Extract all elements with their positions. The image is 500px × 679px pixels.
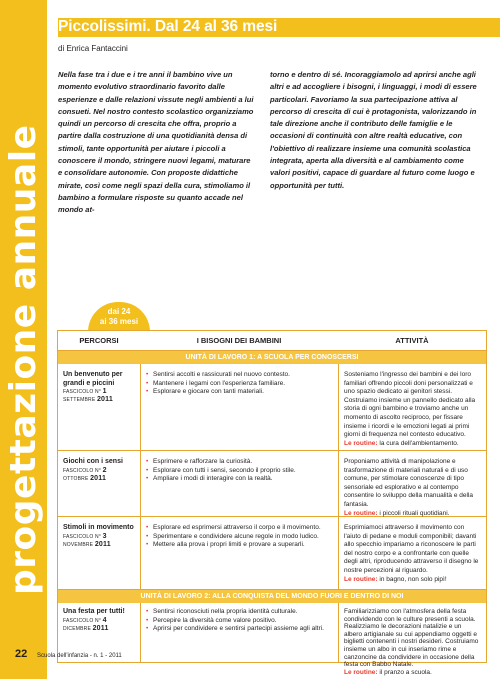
column-divider [338,603,339,662]
list-item: • Esplorare con tutti i sensi, secondo il proprio stile. [146,467,331,476]
percorso-title: Una festa per tutti! [63,608,125,615]
column-divider [140,603,141,662]
page-number: 22 [15,648,28,660]
routine-label: Le routine: [344,509,378,517]
side-bar [0,0,47,679]
list-item: • Mettere alla prova i propri limiti e provare a superarli. [146,541,331,550]
header-percorsi: PERCORSI [79,336,119,345]
routine-label: Le routine: [344,439,378,447]
activity-text: Esprimiamoci attraverso il movimento con l'aiuto di pedane e moduli componibili; davanti allo specchio impariamo a riconoscere le parti del nostro corpo e a confrontarle con quelle degli altri, riproducendo attraverso il disegno le nostre percezioni al riguardo. [344,524,479,574]
list-item: • Esplorare e giocare con tanti materiali. [146,388,331,397]
percorso-cell [63,608,137,633]
routine-label: Le routine: [344,668,378,676]
fascicolo-line: FASCICOLO N° 2 [63,466,107,474]
date-line: NOVEMBRE 2011 [63,540,111,548]
table-row [58,364,486,451]
column-divider [140,364,141,450]
percorso-title: Stimoli in movimento [63,524,134,531]
percorso-title-2: grandi e piccini [63,379,115,387]
list-item: • Sentirsi riconosciuti nella propria identità culturale. [146,608,331,617]
routine-text: in bagno, non solo pipì! [379,575,447,583]
percorso-cell [63,458,137,483]
table-header [58,331,486,351]
intro-text-1: Nella fase tra i due e i tre anni il bambino vive un momento evolutivo straordinario favorito dalle esperienze e dalle relazioni vissute negli ambienti a lui consueti. Nel nostro contesto scolastico organizziamo quindi un percorso di crescita che offra, proprio a partire dalla costruzione di una quotidianità densa di stimoli, tante opportunità per aiutare i piccoli a conoscere il mondo, stringere nuovi legami, maturare e consolidare autonomie. Con proposte didattiche mirate, così come negli spazi della cura, stimoliamo il bambino a formulare risposte su quanto accade nel mondo at- [58,70,254,215]
activity-text: Familiarizziamo con l'atmosfera della festa condividendo con le culture presenti a scuola. Realizziamo le decorazioni natalizie e un albero artigianale su cui appendiamo oggetti e biglietti contenenti i nostri desideri. Costruiamo insieme un albo in cui inseriamo rime e canzoncine da condividere in occasione della festa con Babbo Natale. [344,608,479,669]
fascicolo-line: FASCICOLO N° 1 [63,388,107,396]
list-item: • Esprimere e rafforzare la curiosità. [146,458,331,467]
list-item: • Esplorare ed esprimersi attraverso il corpo e il movimento. [146,524,331,533]
routine-label: Le routine: [344,575,378,583]
list-item: • Ampliare i modi di interagire con la realtà. [146,475,331,484]
activity-cell [344,371,480,448]
column-divider [140,517,141,589]
intro-column-2 [270,69,482,192]
activity-text: Proponiamo attività di manipolazione e trasformazione di materiali naturali e di uso comune, per stimolare conoscenze di tipo sensoriale ed esplorativo e al contempo consentire lo sviluppo della manualità e della fantasia. [344,458,473,508]
needs-cell [146,458,331,484]
author-line [58,44,128,54]
age-badge [88,302,150,332]
percorso-cell [63,524,137,549]
unit-2-banner: UNITÀ DI LAVORO 2: ALLA CONQUISTA DEL MONDO FUORI E DENTRO DI NOI [58,590,486,603]
table-row [58,603,486,676]
routine-text: i piccoli rituali quotidiani. [379,509,450,517]
list-item: • Aprirsi per condividere e sentirsi partecipi assieme agli altri. [146,625,331,634]
fascicolo-line: FASCICOLO N° 3 [63,532,107,540]
magazine-credit: Scuola dell'infanzia - n. 1 - 2011 [37,653,122,659]
list-item: • Percepire la diversità come valore positivo. [146,617,331,626]
routine-text: il pranzo a scuola. [379,668,432,676]
list-item: • Sperimentare e condividere alcune regole in modo ludico. [146,533,331,542]
intro-column-1 [58,69,254,217]
unit-1-banner: UNITÀ DI LAVORO 1: A SCUOLA PER CONOSCERSI [58,351,486,364]
page-title: Piccolissimi. Dal 24 al 36 mesi [58,18,278,35]
column-divider [338,517,339,589]
needs-cell [146,371,331,397]
date-line: OTTOBRE 2011 [63,474,107,482]
author-name: Enrica Fantaccini [66,44,128,53]
activity-cell [344,458,480,518]
section-title: progettazione annuale [3,124,44,595]
table-row [58,517,486,590]
header-attivita: ATTIVITÀ [395,336,429,345]
routine-text: la cura dell'ambientamento. [379,439,459,447]
age-badge-line2: ai 36 mesi [99,317,139,326]
activity-cell [344,608,480,676]
curriculum-table [57,330,487,676]
percorso-cell [63,371,137,404]
column-divider [140,451,141,516]
fascicolo-line: FASCICOLO N° 4 [63,616,107,624]
percorso-title: Un benvenuto per [63,371,123,378]
needs-cell [146,524,331,550]
column-divider [338,451,339,516]
list-item: • Mantenere i legami con l'esperienza familiare. [146,380,331,389]
activity-text: Sosteniamo l'ingresso dei bambini e dei loro familiari offrendo piccoli doni personalizzati e uno spazio dedicato ai genitori stessi. Costruiamo insieme un pannello dedicato alla storia di ogni bambino e troviamo anche un momento di ascolto reciproco, per fissare insieme i ricordi e le emozioni legati ai primi giorni di frequenza nel contesto educativo. [344,371,476,439]
date-line: SETTEMBRE 2011 [63,396,113,404]
author-prefix: di [58,44,65,53]
needs-cell [146,608,331,634]
age-badge-line1: dai 24 [107,307,131,316]
column-divider [338,364,339,450]
header-bisogni: I BISOGNI DEI BAMBINI [196,336,282,345]
activity-cell [344,524,480,584]
list-item: • Sentirsi accolti e rassicurati nel nuovo contesto. [146,371,331,380]
intro-text-2: torno e dentro di sé. Incoraggiamolo ad aprirsi anche agli altri e ad accogliere i bisogni, i linguaggi, i modi di essere particolari. Favoriamo la sua partecipazione attiva al percorso di crescita di cui è protagonista, valorizzando in tale direzione anche il contributo delle famiglie e le occasioni di continuità con altre realtà educative, con l'obiettivo di realizzare insieme una comunità scolastica integrata, aperta alla diversità e al cambiamento come valori positivi, capace di guardare al futuro come luogo e opportunità per tutti. [270,70,477,190]
date-line: DICEMBRE 2011 [63,624,109,632]
table-row [58,451,486,517]
percorso-title: Giochi con i sensi [63,458,123,465]
